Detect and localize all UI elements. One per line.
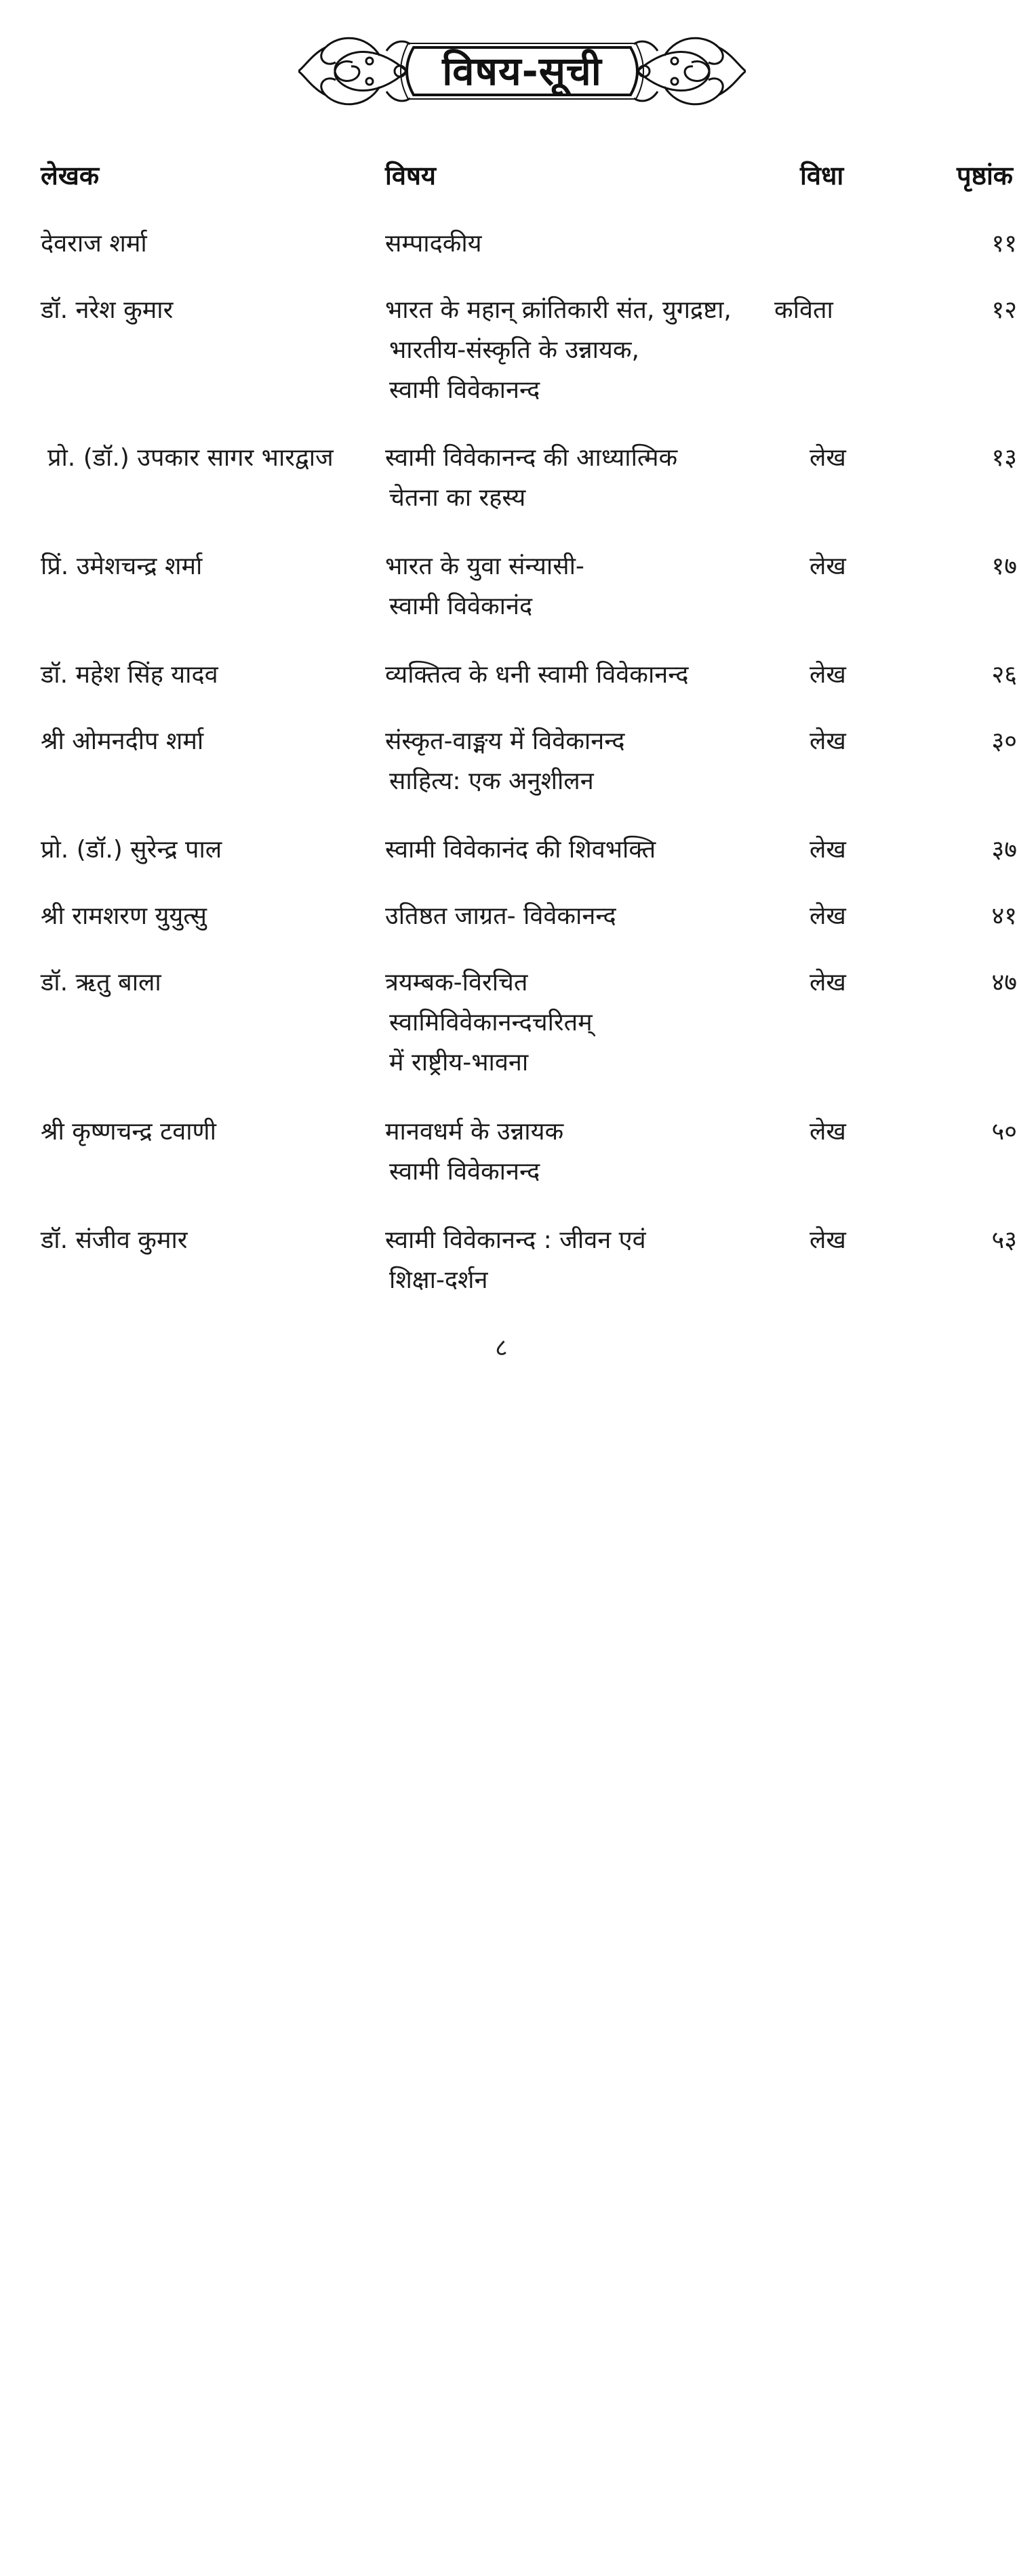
entry-subject-line: स्वामी विवेकानन्द : जीवन एवं: [385, 1226, 646, 1254]
column-header-genre: विधा: [800, 161, 844, 190]
entry-genre: लेख: [810, 727, 846, 755]
entry-author: श्री रामशरण युयुत्सु: [41, 902, 207, 930]
entry-page-number: ५३: [991, 1226, 1017, 1254]
entry-genre: लेख: [810, 444, 846, 472]
entry-author: प्रो. (डॉ.) उपकार सागर भारद्वाज: [47, 444, 334, 472]
column-header-page: पृष्ठांक: [957, 161, 1013, 190]
entry-author: डॉ. नरेश कुमार: [41, 296, 174, 324]
entry-subject-line: भारतीय-संस्कृति के उन्नायक,: [389, 336, 639, 364]
column-header-subject: विषय: [385, 161, 436, 190]
entry-page-number: १३: [991, 444, 1017, 472]
entry-subject-line: स्वामी विवेकानन्द: [389, 376, 540, 404]
entry-subject-line: भारत के महान् क्रांतिकारी संत, युगद्रष्टा,: [385, 296, 732, 324]
entry-genre: कविता: [774, 296, 833, 324]
entry-page-number: १२: [991, 296, 1017, 324]
entry-genre: लेख: [810, 902, 846, 930]
entry-subject-line: स्वामिविवेकानन्दचरितम्: [389, 1009, 593, 1037]
entry-author: डॉ. संजीव कुमार: [41, 1226, 188, 1254]
entry-author: श्री कृष्णचन्द्र टवाणी: [41, 1118, 216, 1146]
entry-page-number: १७: [991, 552, 1017, 580]
entry-page-number: २६: [991, 661, 1017, 689]
entry-subject-line: संस्कृत-वाङ्मय में विवेकानन्द: [385, 727, 625, 755]
entry-page-number: ११: [991, 230, 1017, 258]
ornamental-heading: [298, 20, 746, 122]
entry-subject-line: भारत के युवा संन्यासी-: [385, 552, 584, 580]
entry-page-number: ३०: [991, 727, 1017, 755]
entry-subject-line: चेतना का रहस्य: [389, 484, 526, 512]
entry-subject-line: शिक्षा-दर्शन: [389, 1266, 488, 1294]
entry-genre: लेख: [810, 1118, 846, 1146]
entry-subject-line: मानवधर्म के उन्नायक: [385, 1118, 564, 1146]
entry-subject-line: स्वामी विवेकानन्द की आध्यात्मिक: [385, 444, 678, 472]
entry-page-number: ४१: [991, 902, 1017, 930]
entry-author: श्री ओमनदीप शर्मा: [41, 727, 204, 755]
page-folio: ८: [495, 1334, 508, 1362]
entry-subject-line: सम्पादकीय: [385, 230, 482, 258]
entry-page-number: ३७: [991, 836, 1017, 864]
page-title: विषय-सूची: [442, 48, 602, 94]
entry-author: देवराज शर्मा: [41, 230, 147, 258]
entry-subject-line: में राष्ट्रीय-भावना: [389, 1049, 529, 1076]
entry-genre: लेख: [810, 969, 846, 997]
entry-subject-line: साहित्य: एक अनुशीलन: [389, 767, 594, 795]
entry-genre: लेख: [810, 661, 846, 689]
entry-subject-line: व्यक्तित्व के धनी स्वामी विवेकानन्द: [385, 661, 689, 689]
entry-subject-line: स्वामी विवेकानंद: [389, 592, 533, 620]
entry-genre: लेख: [810, 552, 846, 580]
entry-author: प्रो. (डॉ.) सुरेन्द्र पाल: [41, 836, 222, 864]
entry-subject-line: त्रयम्बक-विरचित: [385, 969, 528, 997]
entry-author: प्रिं. उमेशचन्द्र शर्मा: [41, 552, 203, 580]
entry-subject-line: उतिष्ठत जाग्रत- विवेकानन्द: [385, 902, 616, 930]
entry-author: डॉ. महेश सिंह यादव: [41, 661, 218, 689]
entry-subject-line: स्वामी विवेकानन्द: [389, 1158, 540, 1186]
entry-genre: लेख: [810, 1226, 846, 1254]
column-header-author: लेखक: [41, 161, 100, 190]
entry-author: डॉ. ऋतु बाला: [41, 969, 161, 997]
entry-page-number: ५०: [991, 1118, 1017, 1146]
entry-subject-line: स्वामी विवेकानंद की शिवभक्ति: [385, 836, 656, 864]
entry-page-number: ४७: [991, 969, 1017, 997]
entry-genre: लेख: [810, 836, 846, 864]
